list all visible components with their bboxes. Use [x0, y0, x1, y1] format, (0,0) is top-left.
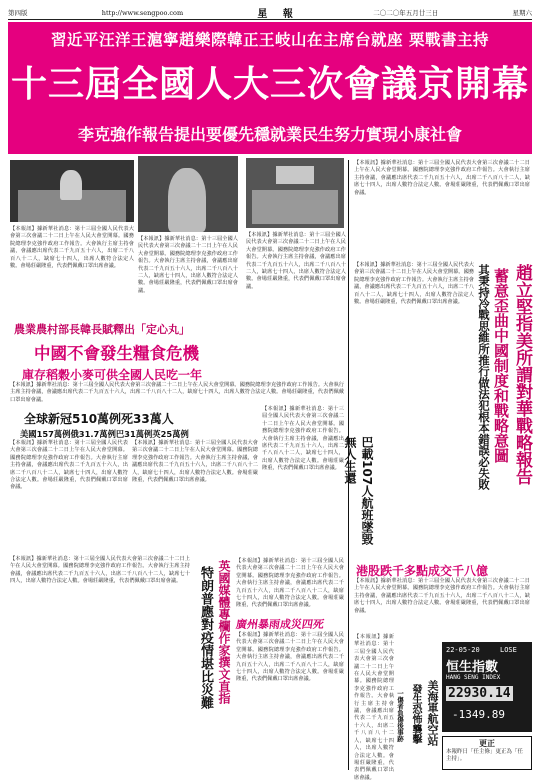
- britain-headline-1: 英國媒體專欄作家撰文直指: [217, 560, 231, 704]
- guangzhou-article: 【本報訊】據新華社消息：第十三屆全國人民代表大會第三次會議二十二日上午在人民大會堂開幕。國務院總理李克強作政府工作報告。大會執行主席主持會議，會議應出席代表二千九百五十六人，出席二千八百八十二人，缺席七十四人，出席人數符合法定人數。會場莊嚴隆重，代表們佩戴口罩出席會議。: [236, 632, 344, 683]
- weekday: 星期六: [512, 9, 532, 17]
- ticker-name-cn: 恒生指數: [446, 660, 499, 675]
- pakistan-headline: 巴載107人航班墜毀無人生還: [343, 436, 374, 546]
- photo-great-hall: [246, 158, 344, 228]
- lead-article-col1: 【本報訊】據新華社消息：第十三屆全國人民代表大會第三次會議二十二日上午在人民大會堂開幕。國務院總理李克強作政府工作報告。大會執行主席主持會議，會議應出席代表二千九百五十六人，出席二千八百八十二人，缺席七十四人，出席人數符合法定人數。會場莊嚴隆重，代表們佩戴口罩出席會議。: [10, 226, 134, 270]
- lead-article-continued: 【本報訊】據新華社消息：第十三屆全國人民代表大會第三次會議二十二日上午在人民大會堂開幕。國務院總理李克強作政府工作報告。大會執行主席主持會議，會議應出席代表二千九百五十六人，出席二千八百八十二人，缺席七十四人，出席人數符合法定人數。會場莊嚴隆重，代表們佩戴口罩出席會議。: [354, 160, 530, 196]
- hang-seng-ticker: [442, 642, 532, 732]
- us-military-article: 【本報訊】據新華社消息：第十三屆全國人民代表大會第三次會議二十二日上午在人民大會堂開幕。國務院總理李克強作政府工作報告。大會執行主席主持會議，會議應出席代表二千九百五十六人，出席二千八百八十二人，缺席七十四人，出席人數符合法定人數。會場莊嚴隆重，代表們佩戴口罩出席會議。: [354, 634, 394, 781]
- grain-headline: 中國不會發生糧食危機: [34, 344, 199, 363]
- ticker-date: 22-05-20: [446, 646, 480, 654]
- covid-headline: 全球新冠510萬例死33萬人: [24, 412, 174, 426]
- website-url[interactable]: http://www.sengpoo.com: [101, 8, 184, 17]
- us-military-headline-1: 美海軍航空站: [426, 680, 439, 746]
- page-header: [8, 6, 532, 20]
- ticker-change: -1349.89: [452, 708, 505, 721]
- banner-kicker: 習近平汪洋王滬寧趙樂際韓正王岐山在主席台就座 栗戰書主持: [51, 31, 489, 49]
- page-number: 第四版: [8, 9, 28, 17]
- banner-headline: 十三屆全國人大三次會議京開幕: [10, 64, 529, 105]
- correction-title: 更正: [479, 739, 495, 748]
- issue-date: 二〇二〇年五月廿三日: [373, 9, 439, 17]
- covid-subhead: 美國157萬例俄31.7萬例巴31萬例英25萬例: [20, 429, 189, 439]
- guangzhou-intro: 【本報訊】據新華社消息：第十三屆全國人民代表大會第三次會議二十二日上午在人民大會堂開幕。國務院總理李克強作政府工作報告。大會執行主席主持會議，會議應出席代表二千九百五十六人，出席二千八百八十二人，缺席七十四人，出席人數符合法定人數。會場莊嚴隆重，代表們佩戴口罩出席會議。: [236, 558, 344, 609]
- covid-article-col2: 【本報訊】據新華社消息：第十三屆全國人民代表大會第三次會議二十二日上午在人民大會堂開幕。國務院總理李克強作政府工作報告。大會執行主席主持會議，會議應出席代表二千九百五十六人，出席二千八百八十二人，缺席七十四人，出席人數符合法定人數。會場莊嚴隆重，代表們佩戴口罩出席會議。: [132, 440, 258, 484]
- ticker-status: LOSE: [500, 646, 517, 654]
- britain-headline-2: 特朗普應對疫情堪比災難: [198, 566, 213, 709]
- covid-article-col3: 【本報訊】據新華社消息：第十三屆全國人民代表大會第三次會議二十二日上午在人民大會堂開幕。國務院總理李克強作政府工作報告。大會執行主席主持會議，會議應出席代表二千九百五十六人，出席二千八百八十二人，缺席七十四人，出席人數符合法定人數。會場莊嚴隆重，代表們佩戴口罩出席會議。: [262, 406, 344, 472]
- zhao-headline-1: 趙立堅指美所謂對華戰略報告: [512, 264, 532, 485]
- covid-article-col1: 【本報訊】據新華社消息：第十三屆全國人民代表大會第三次會議二十二日上午在人民大會堂開幕。國務院總理李克強作政府工作報告。大會執行主席主持會議，會議應出席代表二千九百五十六人，出席二千八百八十二人，缺席七十四人，出席人數符合法定人數。會場莊嚴隆重，代表們佩戴口罩出席會議。: [10, 440, 128, 491]
- hk-stock-headline: 港股跌千多點成交千八億: [356, 564, 489, 578]
- zhao-headline-3: 其秉持冷戰思維所推行做法犯根本錯誤必失敗: [477, 264, 490, 490]
- zhao-headline-2: 蓄意歪曲中國制度和戰略意圖: [492, 268, 510, 463]
- correction-box: [442, 736, 532, 770]
- correction-body: 本報昨日「任主條」更正為「任主持」。: [446, 749, 524, 762]
- banner-subhead: 李克強作報告提出要優先穩就業民生努力實現小康社會: [77, 125, 462, 144]
- us-military-headline-2: 發生恐怖襲擊: [410, 684, 421, 744]
- ticker-value: 22930.14: [448, 686, 511, 701]
- britain-article: 【本報訊】據新華社消息：第十三屆全國人民代表大會第三次會議二十二日上午在人民大會堂開幕。國務院總理李克強作政府工作報告。大會執行主席主持會議，會議應出席代表二千九百五十六人，出席二千八百八十二人，缺席七十四人，出席人數符合法定人數。會場莊嚴隆重，代表們佩戴口罩出席會議。: [10, 556, 190, 585]
- zhao-article: 【本報訊】據新華社消息：第十三屆全國人民代表大會第三次會議二十二日上午在人民大會堂開幕。國務院總理李克強作政府工作報告。大會執行主席主持會議，會議應出席代表二千九百五十六人，出席二千八百八十二人，缺席七十四人，出席人數符合法定人數。會場莊嚴隆重，代表們佩戴口罩出席會議。: [354, 262, 474, 306]
- guangzhou-headline: 廣州暴雨成災四死: [235, 618, 325, 631]
- lead-banner: [8, 22, 532, 154]
- ticker-name-en: HANG SENG INDEX: [446, 674, 501, 681]
- photo-chairman: [138, 156, 238, 232]
- hk-stock-article: 【本報訊】據新華社消息：第十三屆全國人民代表大會第三次會議二十二日上午在人民大會堂開幕。國務院總理李克強作政府工作報告。大會執行主席主持會議，會議應出席代表二千九百五十六人，出席二千八百八十二人，缺席七十四人，出席人數符合法定人數。會場莊嚴隆重，代表們佩戴口罩出席會議。: [354, 578, 530, 614]
- grain-article: 【本報訊】據新華社消息：第十三屆全國人民代表大會第三次會議二十二日上午在人民大會堂開幕。國務院總理李克強作政府工作報告。大會執行主席主持會議，會議應出席代表二千九百五十六人，出席二千八百八十二人，缺席七十四人，出席人數符合法定人數。會場莊嚴隆重，代表們佩戴口罩出席會議。: [10, 382, 344, 403]
- lead-article-col3: 【本報訊】據新華社消息：第十三屆全國人民代表大會第三次會議二十二日上午在人民大會堂開幕。國務院總理李克強作政府工作報告。大會執行主席主持會議，會議應出席代表二千九百五十六人，出席二千八百八十二人，缺席七十四人，出席人數符合法定人數。會場莊嚴隆重，代表們佩戴口罩出席會議。: [246, 232, 346, 290]
- grain-kicker: 農業農村部長韓長賦釋出「定心丸」: [14, 323, 190, 336]
- us-military-headline-3: 一傷者負傷後事跡: [396, 690, 404, 742]
- photo-premier: [10, 160, 134, 222]
- lead-article-col2: 【本報訊】據新華社消息：第十三屆全國人民代表大會第三次會議二十二日上午在人民大會堂開幕。國務院總理李克強作政府工作報告。大會執行主席主持會議，會議應出席代表二千九百五十六人，出席二千八百八十二人，缺席七十四人，出席人數符合法定人數。會場莊嚴隆重，代表們佩戴口罩出席會議。: [138, 236, 238, 294]
- grain-subhead: 庫存稻穀小麥可供全國人民吃一年: [22, 368, 203, 382]
- masthead: 星 報: [257, 9, 299, 20]
